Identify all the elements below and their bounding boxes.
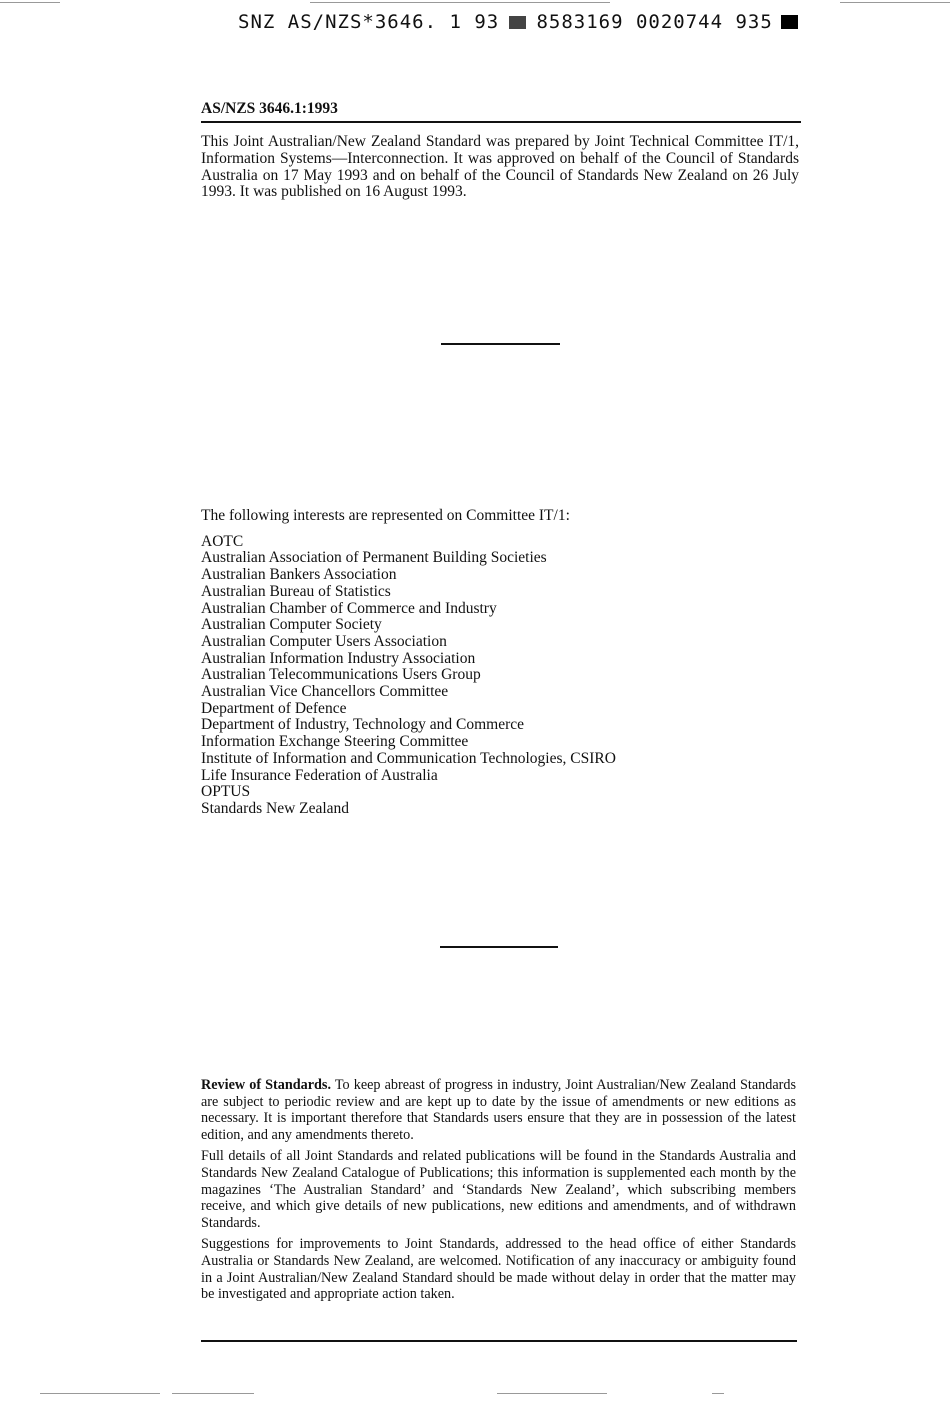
scan-header	[238, 10, 798, 34]
footer-rule	[201, 1340, 797, 1342]
list-item: Australian Bankers Association	[201, 566, 397, 584]
list-item: Information Exchange Steering Committee	[201, 733, 469, 751]
scan-noise-line	[172, 1393, 254, 1394]
scan-noise-line	[840, 2, 950, 3]
list-item: AOTC	[201, 532, 244, 550]
scan-header-left: SNZ AS/NZS*3646. 1 93	[238, 11, 500, 33]
list-item: Australian Association of Permanent Building Societies	[201, 549, 547, 567]
interests-list	[201, 534, 801, 818]
list-item: Department of Industry, Technology and Commerce	[201, 716, 525, 734]
review-text: To keep abreast of progress in industry, Joint Australian/New Zealand Standards are subject to periodic review and are kept up to date by the issue of amendments or new editions as necessary. It is important therefore that Standards users ensure that they are in possession of the latest edition, and any amendments thereto.	[201, 1077, 796, 1143]
review-paragraph: Suggestions for improvements to Joint Standards, addressed to the head office of either Standards Australia or Standards New Zealand, are welcomed. Notification of any inaccuracy or ambiguity found in a Joint Australian/New Zealand Standard should be made without delay in order that the matter may be investigated and appropriate action taken.	[201, 1236, 796, 1303]
list-item: Australian Computer Society	[201, 616, 382, 634]
scan-noise-line	[0, 2, 60, 3]
review-paragraph: Full details of all Joint Standards and related publications will be found in the Standards Australia and Standards New Zealand Catalogue of Publications; this information is supplemented each month by the magazines ‘The Australian Standard’ and ‘Standards New Zealand’, which subscribing members receive, and which give details of new publications, new editions and amendments, and of withdrawn Standards.	[201, 1148, 796, 1231]
list-item: Australian Telecommunications Users Group	[201, 666, 481, 684]
list-item: OPTUS	[201, 783, 251, 801]
list-item: Australian Vice Chancellors Committee	[201, 683, 449, 701]
interests-intro: The following interests are represented on Committee IT/1:	[201, 507, 570, 524]
list-item: Standards New Zealand	[201, 799, 350, 817]
list-item: Department of Defence	[201, 699, 347, 717]
review-paragraph	[201, 1077, 796, 1143]
scan-noise-line	[712, 1393, 724, 1394]
review-heading: Review of Standards.	[201, 1077, 331, 1093]
list-item: Australian Computer Users Association	[201, 632, 447, 650]
scan-header-right: 8583169 0020744 935	[536, 11, 773, 33]
document-id: AS/NZS 3646.1:1993	[201, 100, 801, 123]
scan-noise-line	[497, 1393, 607, 1394]
list-item: Life Insurance Federation of Australia	[201, 766, 438, 784]
scan-marker-icon	[781, 15, 798, 29]
list-item: Institute of Information and Communication Technologies, CSIRO	[201, 749, 616, 767]
scan-noise-line	[310, 2, 610, 3]
list-item: Australian Information Industry Association	[201, 649, 476, 667]
scan-noise-line	[40, 1393, 160, 1394]
preparation-statement: This Joint Australian/New Zealand Standard was prepared by Joint Technical Committee IT/1, Information Systems—Interconnection. It was approved on behalf of the Council of Standards Australia on 17 May 1993 and on behalf of the Council of Standards New Zealand on 26 July 1993. It was published on 16 August 1993.	[201, 133, 799, 201]
committee-interests	[201, 508, 801, 818]
review-of-standards	[201, 1077, 796, 1308]
list-item: Australian Chamber of Commerce and Industry	[201, 599, 497, 617]
section-divider	[440, 946, 558, 948]
list-item: Australian Bureau of Statistics	[201, 582, 391, 600]
scan-smudge-icon	[509, 16, 526, 29]
section-divider	[441, 343, 560, 345]
